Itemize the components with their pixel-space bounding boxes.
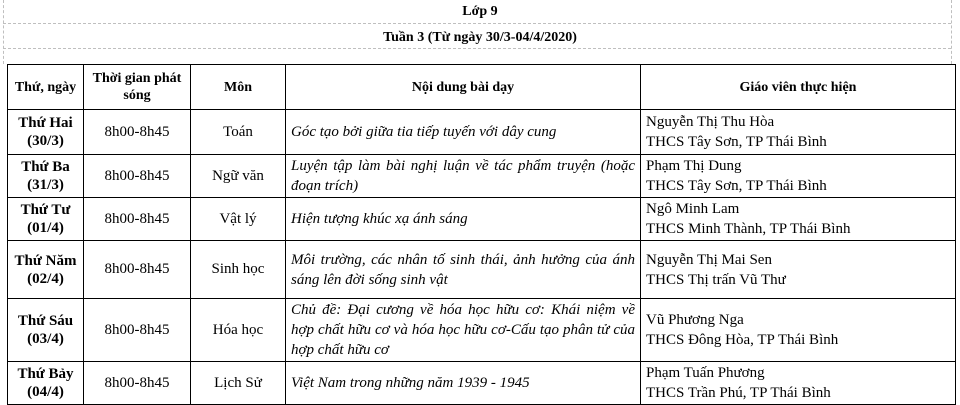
table-row — [8, 198, 956, 241]
teacher-cell — [641, 198, 956, 241]
day-date: (02/4) — [27, 270, 64, 287]
content-cell: Môi trường, các nhân tố sinh thái, ảnh hưởng của ánh sáng lên đời sống sinh vật — [286, 241, 641, 299]
teacher-cell — [641, 299, 956, 362]
time-cell: 8h00-8h45 — [84, 155, 191, 198]
day-date: (01/4) — [27, 220, 64, 236]
teacher-school: THCS Tây Sơn, TP Thái Bình — [646, 134, 827, 150]
subject-cell: Lịch Sử — [191, 362, 286, 405]
time-cell: 8h00-8h45 — [84, 198, 191, 241]
gridline — [3, 23, 951, 24]
day-cell — [8, 241, 84, 299]
teacher-name: Nguyễn Thị Thu Hòa — [646, 114, 775, 130]
teacher-school: THCS Thị trấn Vũ Thư — [646, 271, 786, 288]
table-row — [8, 110, 956, 155]
table-row — [8, 299, 956, 362]
day-cell — [8, 155, 84, 198]
subject-cell: Toán — [191, 110, 286, 155]
time-cell: 8h00-8h45 — [84, 110, 191, 155]
day-cell — [8, 198, 84, 241]
teacher-cell — [641, 362, 956, 405]
subject-cell: Vật lý — [191, 198, 286, 241]
day-name: Thứ Năm — [14, 252, 77, 269]
day-cell — [8, 110, 84, 155]
column-header-time: Thời gian phát sóng — [84, 65, 191, 110]
time-cell: 8h00-8h45 — [84, 241, 191, 299]
teacher-name: Nguyễn Thị Mai Sen — [646, 251, 772, 268]
subject-cell: Ngữ văn — [191, 155, 286, 198]
teacher-cell — [641, 241, 956, 299]
table-header-row — [8, 65, 956, 110]
column-header-subject: Môn — [191, 65, 286, 110]
teacher-school: THCS Đông Hòa, TP Thái Bình — [646, 332, 839, 348]
day-name: Thứ Tư — [20, 202, 71, 218]
content-cell: Luyện tập làm bài nghị luận về tác phẩm truyện (hoặc đoạn trích) — [286, 155, 641, 198]
day-name: Thứ Sáu — [17, 313, 74, 329]
teacher-school: THCS Minh Thành, TP Thái Bình — [646, 221, 851, 237]
day-cell — [8, 362, 84, 405]
day-name: Thứ Ba — [21, 159, 70, 175]
teacher-name: Phạm Thị Dung — [646, 158, 742, 174]
schedule-table — [7, 64, 956, 405]
subject-cell: Hóa học — [191, 299, 286, 362]
time-cell: 8h00-8h45 — [84, 362, 191, 405]
table-row — [8, 362, 956, 405]
day-date: (04/4) — [27, 384, 64, 400]
day-name: Thứ Bảy — [17, 366, 74, 382]
teacher-school: THCS Trần Phú, TP Thái Bình — [646, 385, 831, 401]
gridline — [3, 48, 951, 49]
teacher-name: Vũ Phương Nga — [646, 312, 744, 328]
table-row — [8, 155, 956, 198]
content-cell: Góc tạo bởi giữa tia tiếp tuyến với dây cung — [286, 110, 641, 155]
teacher-cell — [641, 155, 956, 198]
day-date: (30/3) — [27, 133, 64, 149]
teacher-cell — [641, 110, 956, 155]
teacher-name: Ngô Minh Lam — [646, 201, 740, 217]
teacher-school: THCS Tây Sơn, TP Thái Bình — [646, 178, 827, 194]
subject-cell: Sinh học — [191, 241, 286, 299]
day-cell — [8, 299, 84, 362]
content-cell: Hiện tượng khúc xạ ánh sáng — [286, 198, 641, 241]
column-header-day: Thứ, ngày — [8, 65, 84, 110]
week-title: Tuần 3 (Từ ngày 30/3-04/4/2020) — [383, 30, 577, 45]
class-title: Lớp 9 — [462, 4, 498, 19]
table-row — [8, 241, 956, 299]
teacher-name: Phạm Tuấn Phương — [646, 365, 765, 381]
day-name: Thứ Hai — [18, 115, 73, 131]
content-cell: Việt Nam trong những năm 1939 - 1945 — [286, 362, 641, 405]
column-header-content: Nội dung bài dạy — [286, 65, 641, 110]
column-header-teacher: Giáo viên thực hiện — [641, 65, 956, 110]
content-cell: Chủ đề: Đại cương về hóa học hữu cơ: Khái niệm về hợp chất hữu cơ và hóa học hữu cơ-Cấu tạo phân tử của hợp chất hữu cơ — [286, 299, 641, 362]
time-cell: 8h00-8h45 — [84, 299, 191, 362]
day-date: (31/3) — [27, 177, 64, 193]
day-date: (03/4) — [27, 331, 64, 347]
